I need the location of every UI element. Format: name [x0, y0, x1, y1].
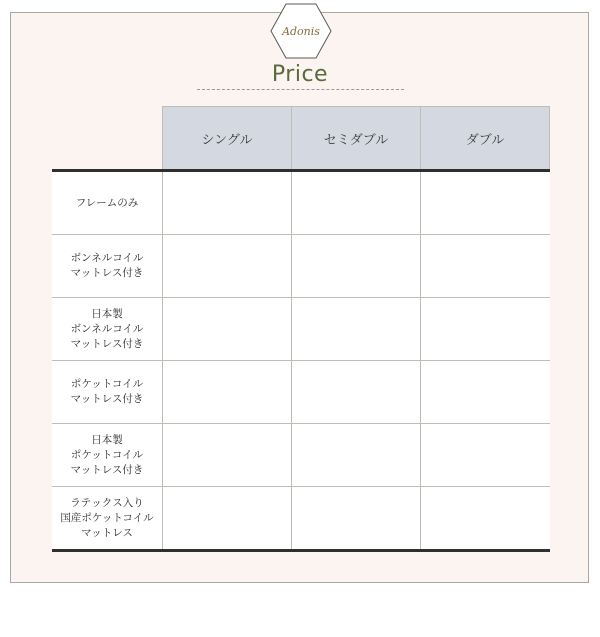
column-header-single: シングル [163, 107, 292, 171]
price-cell [292, 424, 421, 487]
price-cell [163, 298, 292, 361]
table-row [52, 424, 550, 487]
brand-badge [270, 2, 332, 60]
page-title: Price [271, 62, 329, 87]
price-cell [421, 424, 550, 487]
row-label: 日本製 ボンネルコイル マットレス付き [52, 298, 163, 361]
price-cell [421, 171, 550, 235]
price-cell [421, 298, 550, 361]
price-cell [421, 487, 550, 551]
row-label: ポケットコイル マットレス付き [52, 361, 163, 424]
row-label: フレームのみ [52, 171, 163, 235]
table-row [52, 171, 550, 235]
table-header-row [52, 107, 550, 171]
column-header-semi-double: セミダブル [292, 107, 421, 171]
price-cell [292, 361, 421, 424]
price-cell [292, 298, 421, 361]
price-table [52, 106, 550, 552]
row-label: 日本製 ポケットコイル マットレス付き [52, 424, 163, 487]
price-cell [292, 487, 421, 551]
price-cell [163, 235, 292, 298]
price-cell [421, 235, 550, 298]
price-cell [292, 171, 421, 235]
table-row [52, 361, 550, 424]
price-cell [421, 361, 550, 424]
table-row [52, 487, 550, 551]
price-cell [163, 171, 292, 235]
table-corner [52, 107, 163, 171]
table-row [52, 298, 550, 361]
price-cell [292, 235, 421, 298]
hexagon-logo-icon [270, 2, 332, 60]
price-cell [163, 361, 292, 424]
title-divider [197, 89, 404, 90]
row-label: ラテックス入り 国産ポケットコイル マットレス [52, 487, 163, 551]
price-cell [163, 487, 292, 551]
table-row [52, 235, 550, 298]
row-label: ボンネルコイル マットレス付き [52, 235, 163, 298]
column-header-double: ダブル [421, 107, 550, 171]
price-cell [163, 424, 292, 487]
badge-text: Adonis [282, 25, 320, 38]
